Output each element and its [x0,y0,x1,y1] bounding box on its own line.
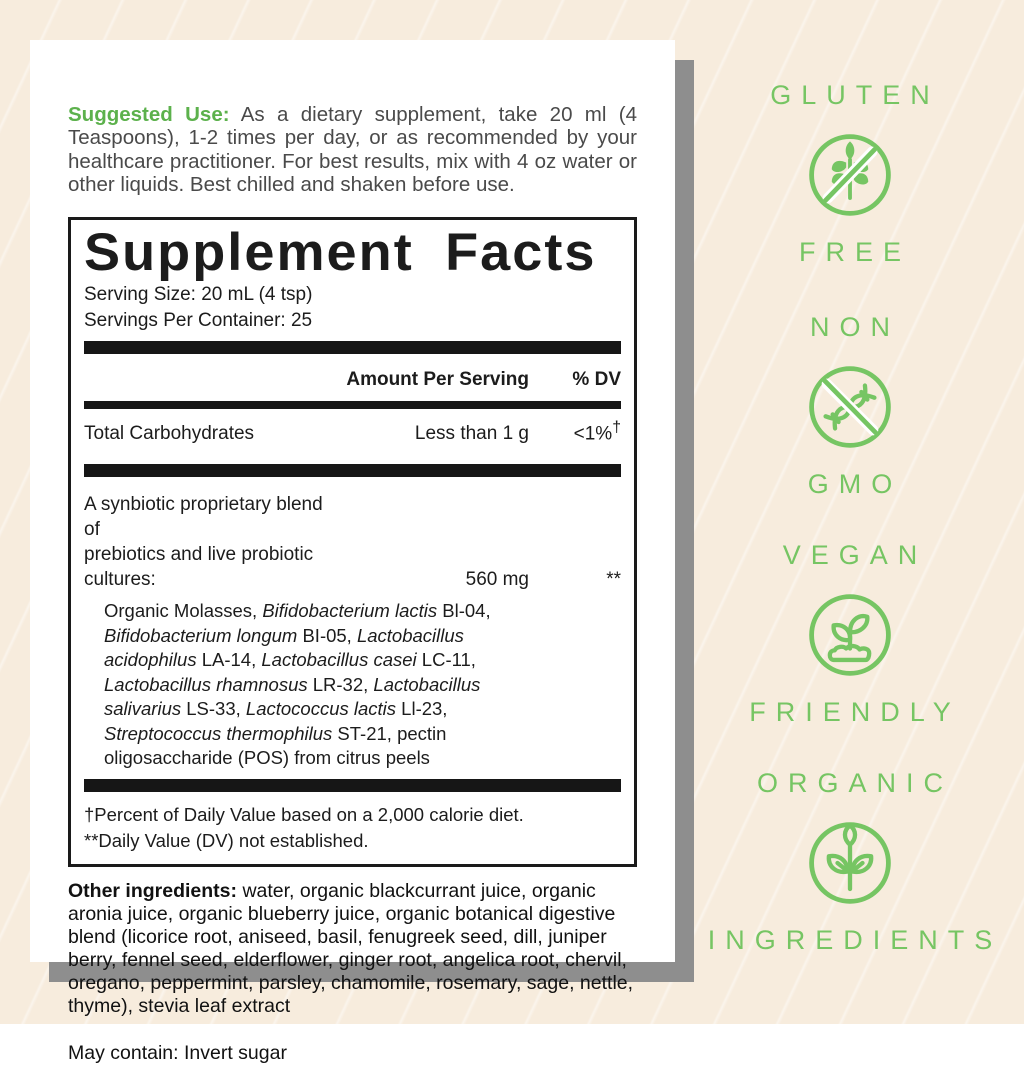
badge-organic-ingredients-top-label: ORGANIC [756,768,953,798]
dagger-footnote-mark: † [612,419,621,436]
dna-crossed-icon [802,359,898,455]
may-contain-note: May contain: Invert sugar [68,1041,287,1064]
blend-amount: 560 mg [465,569,529,591]
badge-gluten-free-bottom-label: FREE [798,237,911,267]
other-ingredients-paragraph [68,880,637,1018]
badge-vegan-friendly-top-label: VEGAN [782,540,928,570]
table-row-blend [84,484,621,594]
blend-dv: ** [606,569,621,591]
footnote-daily-value: †Percent of Daily Value based on a 2,000 calorie diet. [84,803,524,825]
nutrient-dv: <1%† [573,419,621,445]
suggested-use-paragraph [68,103,637,197]
blend-name: A synbiotic proprietary blend of prebiotics and live probiotic cultures: [84,494,323,591]
supplement-facts-title: Supplement Facts [84,223,597,282]
badge-gluten-free [700,80,1000,268]
label-card [30,40,675,1064]
badge-vegan-friendly [700,540,1000,728]
badge-non-gmo [700,312,1000,500]
other-ingredients-text: water, organic blackcurrant juice, organic aronia juice, organic blueberry juice, organic botanical digestive blend (licorice root, aniseed, basil, fenugreek seed, dill, juniper berry, fennel seed, elderflower, ginger root, angelica root, chervil, oregano, peppermint, parsley, chamomile, rosemary, sage, nettle, thyme), stevia leaf extract [68,879,634,1017]
table-row-carbohydrates [84,409,621,457]
seedling-icon [802,587,898,683]
divider-bar [84,341,621,354]
supplement-facts-panel [68,217,637,867]
badge-vegan-friendly-bottom-label: FRIENDLY [749,697,961,727]
footnote-dv-not-established: **Daily Value (DV) not established. [84,829,369,851]
wheat-crossed-icon [802,127,898,223]
blend-ingredient-list: Organic Molasses, Bifidobacterium lactis Bl-04, Bifidobacterium longum BI-05, Lactobacillus acidophilus LA-14, Lactobacillus casei LC-11, Lactobacillus rhamnosus LR-32, Lactobacillus salivarius LS-33, Lactococcus lactis Ll-23, Streptococcus thermophilus ST-21, pectin oligosaccharide (POS) from citrus peels [104,600,491,769]
badge-organic-ingredients-bottom-label: INGREDIENTS [707,925,1003,955]
column-header-amount: Amount Per Serving [346,369,529,390]
servings-per-container: Servings Per Container: 25 [84,310,313,331]
badge-non-gmo-top-label: NON [810,312,900,342]
suggested-use-text: As a dietary supplement, take 20 ml (4 Teaspoons), 1-2 times per day, or as recommended by your healthcare practitioner. For best results, mix with 4 oz water or other liquids. Best chilled and shaken before use. [68,102,637,196]
nutrient-amount: Less than 1 g [414,423,529,445]
nutrient-name: Total Carbohydrates [84,423,255,445]
column-header-dv: % DV [572,369,621,390]
serving-size: Serving Size: 20 mL (4 tsp) [84,284,313,305]
badge-non-gmo-bottom-label: GMO [807,469,903,499]
badge-gluten-free-top-label: GLUTEN [770,80,940,110]
badge-organic-ingredients [700,768,1003,956]
other-ingredients-heading: Other ingredients: [68,879,238,902]
divider-bar [84,779,621,792]
facts-footnotes [84,799,621,854]
divider-bar [84,464,621,477]
organic-plant-icon [802,815,898,911]
facts-header-row [84,361,621,397]
suggested-use-heading: Suggested Use: [68,102,230,126]
divider-bar [84,401,621,409]
